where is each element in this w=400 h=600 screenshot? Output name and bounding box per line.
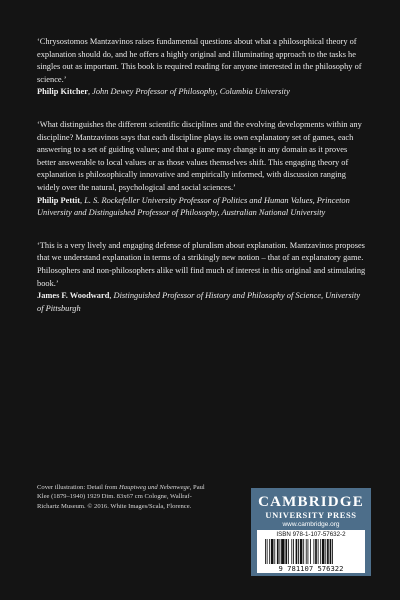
quote-attribution: Philip Pettit, L. S. Rockefeller University Professor of Politics and Human Values, Princeton University and Distinguished Professor of Philosophy, Australian National University (37, 195, 350, 218)
quote-author: Philip Kitcher (37, 87, 88, 97)
blurb-woodward (37, 240, 367, 316)
barcode-digits: 9 781107 576322 (278, 564, 344, 573)
quote-attribution: James F. Woodward, Distinguished Professor of History and Philosophy of Science, University of Pittsburgh (37, 291, 361, 313)
isbn-label: ISBN 978-1-107-57632-2 (276, 531, 346, 538)
quote-affiliation: John Dewey Professor of Philosophy, Columbia University (92, 87, 290, 97)
credit-prefix: Cover illustration: Detail from (37, 484, 120, 491)
quote-author: Philip Pettit (37, 195, 81, 205)
blurb-pettit (37, 119, 367, 220)
publisher-subtitle: UNIVERSITY PRESS (265, 510, 357, 520)
credit-details: , Paul Klee (1879–1940) 1929 Dim. 83x67 cm Cologne, Wallraf-Richartz Museum. © 2016. White Images/Scala, Florence. (37, 484, 205, 510)
quote-affiliation: Distinguished Professor of History and Philosophy of Science, University of Pittsburgh (37, 291, 361, 313)
barcode-block (257, 530, 365, 573)
endorsements (37, 36, 367, 335)
quote-attribution: Philip Kitcher, John Dewey Professor of Philosophy, Columbia University (37, 87, 290, 97)
quote-author: James F. Woodward (37, 291, 110, 301)
cover-illustration-credit (37, 483, 212, 511)
quote-text: ‘This is a very lively and engaging defense of pluralism about explanation. Mantzavinos proposes that we understand explanation in terms of a strikingly new notion – that of an explanatory game. Philosophers and non-philosophers alike will find much of interest in this original and stimulating book.’ (37, 240, 366, 288)
credit-artwork-title: Hauptweg und Nebenwege (119, 484, 190, 491)
quote-text: ‘Chrysostomos Mantzavinos raises fundamental questions about what a philosophical theory of explanation should do, and he offers a highly original and illuminating approach to the tasks he singles out as important. This book is required reading for anyone interested in the philosophy of science.’ (37, 37, 362, 84)
quote-text: ‘What distinguishes the different scientific disciplines and the evolving developments within any discipline? Mantzavinos says that each discipline plays its own explanatory set of games, each answering to a set of guiding values; and that a game may change in any domain as it proves better answerable to local values or as those values themselves shift. This engaging theory of explanation is philosophically innovative and empirically informed, with discussion ranging widely over the natural, psychological and social sciences.’ (37, 119, 362, 192)
publisher-name: CAMBRIDGE (258, 494, 364, 510)
publisher-panel (251, 488, 371, 576)
barcode-icon (265, 539, 357, 564)
blurb-kitcher (37, 36, 367, 99)
publisher-url: www.cambridge.org (282, 521, 340, 528)
quote-affiliation: L. S. Rockefeller University Professor of Politics and Human Values, Princeton University and Distinguished Professor of Philosophy, Australian National University (37, 195, 350, 218)
